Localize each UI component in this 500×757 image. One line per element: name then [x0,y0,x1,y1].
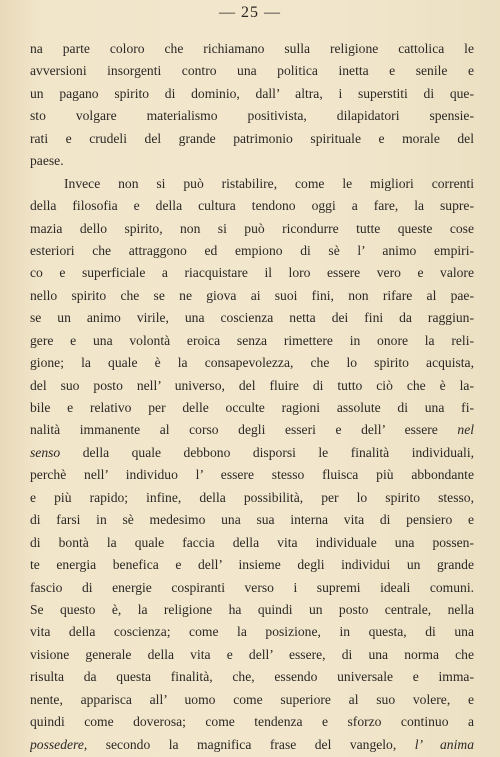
text-line: co e superficiale a riacquistare il loro essere vero e valore [30,265,474,281]
text-line: quindi come doverosa; come tendenza e sforzo continuo a [30,714,474,730]
text-line [30,734,474,756]
text-line: sto volgare materialismo positivista, dilapidatori spensie- [30,108,474,124]
text-line: na parte coloro che richiamano sulla religione cattolica le [30,41,474,56]
text-line: gione; la quale è la consapevolezza, che lo spirito acquista, [30,355,474,371]
italic-word: nel [457,422,474,438]
text-line: e più rapido; infine, della possibilità, per lo spirito stesso, [30,489,474,505]
text-line: visione generale della vita e dell’ essere, di una norma che [30,646,474,662]
page-number: — 25 — [219,4,281,21]
text-line: di bontà la quale faccia della vita individuale una possen- [30,534,474,550]
text-line: un pagano spirito di dominio, dall’ altra, i superstiti di que- [30,85,474,101]
text-line [30,419,474,441]
text-line: se un animo virile, una coscienza netta dei fini da raggiun- [30,310,474,326]
text-line: di farsi in sè medesimo una sua interna vita di pensiero e [30,512,474,528]
text-line: risulta da questa finalità, che, essendo universale e imma- [30,669,474,685]
text-line: bile e relativo per delle occulte ragioni assolute di una fi- [30,400,474,415]
italic-word: senso [30,444,61,460]
text-line: del suo posto nell’ universo, del fluire di tutto ciò che è la- [30,377,474,393]
text-line [30,442,474,464]
text-line: nente, apparisca all’ uomo come superiore al suo volere, e [30,691,474,707]
italic-word: l’ anima [414,736,474,752]
text-fragment: nalità immanente al corso degli esseri e dell’ essere [30,422,438,438]
text-line: esteriori che attraggono ed empiono di sè l’ animo empiri- [30,242,474,258]
text-line: te energia benefica e dell’ insieme degli individui un grande [30,557,474,573]
text-line: mazia dello spirito, non si può ricondurre tutte queste cose [30,220,474,236]
italic-word: possedere [30,736,84,752]
text-line: vita della coscienza; come la posizione, in questa, di una [30,624,474,640]
text-fragment: , secondo la magnifica frase del vangelo, [83,736,397,752]
text-line: gere e una volontà eroica senza rimettere in onore la reli- [30,332,474,348]
text-line: della filosofia e della cultura tendono oggi a fare, la supre- [30,198,474,214]
paragraph-start: Invece non si può ristabilire, come le migliori correnti [64,175,474,191]
text-line: nello spirito che se ne giova ai suoi fini, non rifare al pae- [30,287,474,303]
text-line: paese. [30,153,64,169]
text-line: Se questo è, la religione ha quindi un posto centrale, nella [30,601,474,617]
body-text [30,38,474,756]
text-line: fascio di energie cospiranti verso i supremi ideali comuni. [30,579,474,595]
text-fragment: della quale debbono disporsi le finalità individuali, [60,444,474,460]
text-line: avversioni insorgenti contro una politica inetta e senile e [30,63,474,79]
text-line: rati e crudeli del grande patrimonio spirituale e morale del [30,130,474,146]
text-line: perchè nell’ individuo l’ essere stesso fluisca più abbondante [30,467,474,483]
